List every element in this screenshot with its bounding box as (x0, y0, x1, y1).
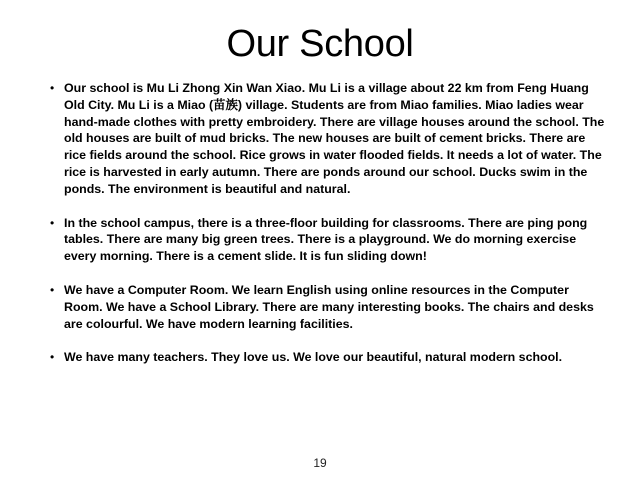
bullet-text: We have a Computer Room. We learn English using online resources in the Computer Room. We have a School Library. There are many interesting books. The chairs and desks are colourful. We have modern learning facilities. (64, 282, 594, 331)
bullet-text: Our school is Mu Li Zhong Xin Wan Xiao. Mu Li is a village about 22 km from Feng Huang Old City. Mu Li is a Miao (苗族) village. Students are from Miao families. Miao ladies wear hand-made clothes with pretty embroidery. There are village houses around the school. The old houses are built of mud bricks. The new houses are built of cement bricks. There are rice fields around the school. Rice grows in water flooded fields. It needs a lot of water. The rice is harvested in early autumn. There are ponds around our school. Ducks swim in the ponds. The environment is beautiful and natural. (64, 81, 605, 196)
bullet-item (50, 80, 605, 198)
bullet-marker: • (50, 215, 55, 230)
page-number: 19 (313, 456, 327, 470)
bullet-marker: • (50, 350, 55, 365)
bullet-text: In the school campus, there is a three-floor building for classrooms. There are ping pong tables. There are many big green trees. There is a playground. We do morning exercise every morning. There is a cement slide. It is fun sliding down! (64, 215, 588, 264)
bullet-list (50, 80, 605, 366)
bullet-marker: • (50, 81, 55, 95)
bullet-text: We have many teachers. They love us. We love our beautiful, natural modern school. (64, 350, 563, 365)
bullet-item (50, 282, 605, 332)
bullet-item (50, 215, 605, 265)
slide-title: Our School (226, 23, 414, 65)
bullet-item (50, 349, 605, 366)
bullet-marker: • (50, 282, 55, 297)
